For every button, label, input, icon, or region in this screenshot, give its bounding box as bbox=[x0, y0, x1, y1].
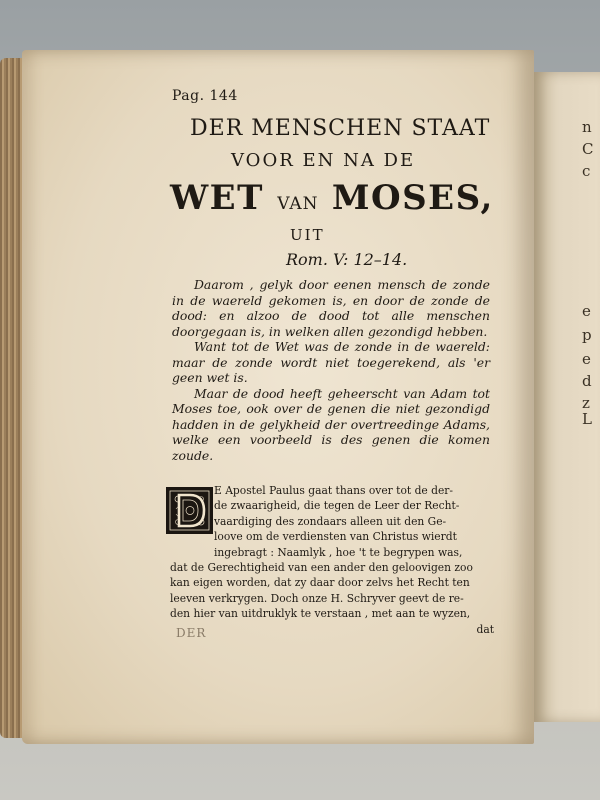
title-word-moses: MOSES, bbox=[331, 178, 494, 218]
scripture-reference: Rom. V: 12–14. bbox=[286, 250, 408, 269]
right-page-letter: c bbox=[582, 162, 591, 180]
title-word-van: VAN bbox=[277, 194, 319, 214]
right-page-letter: z bbox=[582, 394, 590, 412]
verse-paragraph: Daarom , gelyk door eenen mensch de zonde in de waereld gekomen is, en door de zonde de dood: en alzoo de dood tot alle menschen doorgegaan is, in welken allen gezondigd hebben. bbox=[172, 277, 490, 339]
body-line: E Apostel Paulus gaat thans over tot de der- bbox=[214, 484, 454, 497]
right-page-letter: C bbox=[582, 140, 594, 158]
title-line-3 bbox=[170, 178, 494, 218]
body-line: den hier van uitdruklyk te verstaan , met aan te wyzen, bbox=[170, 607, 471, 621]
right-page-letter: n bbox=[582, 118, 592, 136]
right-page-letter: L bbox=[582, 410, 592, 428]
catchword: DER bbox=[176, 626, 207, 640]
title-line-2: VOOR EN NA DE bbox=[231, 150, 416, 171]
body-line: kan eigen worden, dat zy daar door zelvs het Recht ten bbox=[170, 576, 470, 590]
body-line: dat de Gerechtigheid van een ander den geloovigen zoo bbox=[170, 561, 473, 575]
page-number: Pag. 144 bbox=[172, 88, 238, 104]
verse-quotation bbox=[172, 277, 490, 463]
right-page-letter: p bbox=[582, 326, 592, 344]
title-word-wet: WET bbox=[170, 178, 264, 218]
body-line: loove om de verdiensten van Christus wierdt bbox=[214, 530, 457, 544]
commentary-text bbox=[170, 483, 494, 637]
verse-paragraph: Want tot de Wet was de zonde in de waereld: maar de zonde wordt niet toegerekend, als 'er geen wet is. bbox=[172, 339, 490, 385]
body-line: leeven verkrygen. Doch onze H. Schryver geevt de re- bbox=[170, 591, 464, 605]
body-line-last: dat bbox=[476, 622, 494, 636]
verse-paragraph: Maar de dood heeft geheerscht van Adam tot Moses toe, ook over de genen die niet gezondigd hadden in de gelykheid der overtreedinge Adams, welke een voorbeeld is des genen die komen zoude. bbox=[172, 385, 490, 463]
title-line-4: UIT bbox=[290, 226, 325, 244]
body-line: ingebragt : Naamlyk , hoe 't te begrypen was, bbox=[214, 545, 463, 559]
body-line: vaardiging des zondaars alleen uit den Ge- bbox=[214, 514, 447, 528]
right-page-letter: d bbox=[582, 372, 592, 390]
body-line: de zwaarigheid, die tegen de Leer der Recht- bbox=[214, 499, 460, 513]
right-page-letter: e bbox=[582, 302, 591, 320]
right-page-letter: e bbox=[582, 350, 591, 368]
title-line-1: DER MENSCHEN STAAT bbox=[190, 116, 491, 141]
